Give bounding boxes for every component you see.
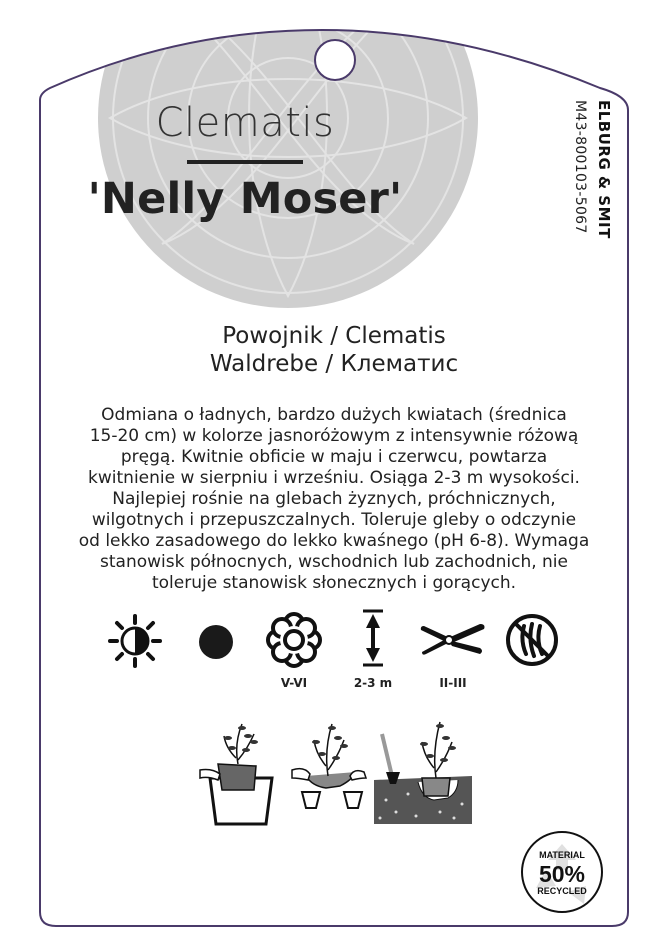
brand-name: ELBURG & SMIT [595, 100, 613, 239]
soak-pot-step [200, 724, 272, 824]
care-icons [0, 608, 668, 698]
unpot-step [292, 724, 366, 808]
common-names-line-2: Waldrebe / Клематис [209, 351, 459, 377]
planting-steps-illustration [196, 720, 476, 830]
description-line: pręgą. Kwitnie obficie w maju i czerwcu, powtarza [120, 447, 548, 467]
pruning-shears-icon [418, 618, 488, 660]
description-line: Odmiana o ładnych, bardzo dużych kwiatach (średnica [101, 405, 567, 425]
description [62, 405, 606, 594]
recycle-percent: 50% [538, 861, 586, 887]
description-line: stanowisk północnych, wschodnich lub zachodnich, nie [100, 552, 568, 572]
description-line: Najlepiej rośnie na glebach żyznych, próchnicznych, [112, 489, 556, 509]
pruning-period-caption: II-III [439, 676, 467, 690]
cultivar-title: 'Nelly Moser' [87, 174, 403, 224]
flower-color-dot-icon [196, 622, 236, 662]
description-line: kwitnienie w sierpniu i wrześniu. Osiąga 2-3 m wysokości. [88, 468, 580, 488]
side-brand [572, 100, 613, 240]
plant-in-soil-step [374, 722, 472, 824]
flower-icon [266, 612, 322, 668]
hang-hole [315, 40, 355, 80]
height-caption: 2-3 m [353, 676, 393, 690]
common-names [150, 322, 518, 378]
height-arrow-icon [358, 608, 388, 668]
partial-sun-icon [108, 614, 162, 668]
recycle-top-text: MATERIAL [539, 850, 585, 860]
description-line: od lekko zasadowego do lekko kwaśnego (pH 6-8). Wymaga [78, 531, 590, 551]
description-line: 15-20 cm) w kolorze jasnoróżowym z intensywnie różową [89, 426, 579, 446]
no-direct-sun-icon [504, 612, 560, 668]
recycled-material-badge [520, 830, 604, 914]
recycle-bottom-text: RECYCLED [537, 886, 587, 896]
description-line: wilgotnych i przepuszczalnych. Toleruje gleby o odczynie [91, 510, 577, 530]
genus-title: Clematis [155, 100, 335, 146]
flowering-period-caption: V-VI [280, 676, 308, 690]
title-divider [187, 160, 303, 164]
product-code: M43-800103-5067 [572, 100, 588, 234]
common-names-line-1: Powojnik / Clematis [222, 323, 446, 349]
description-line: toleruje stanowisk słonecznych i gorących. [151, 573, 517, 593]
